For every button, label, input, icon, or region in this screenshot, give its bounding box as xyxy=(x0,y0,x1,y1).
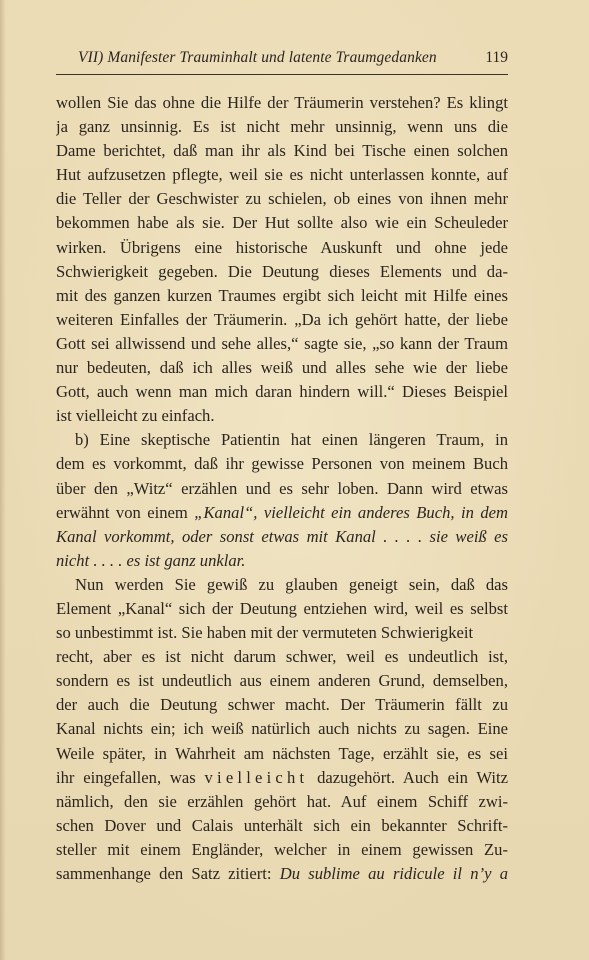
italic-text: nicht . . . . es ist ganz unklar. xyxy=(56,550,246,570)
text-line xyxy=(56,862,508,886)
italic-text: Du sublime au ridicule il n’y a xyxy=(279,864,508,883)
text-line xyxy=(56,139,508,163)
text-line xyxy=(56,790,508,814)
text-segment: dazugehört. Auch ein Witz xyxy=(308,767,508,787)
text-segment: b) Eine skeptische Patientin hat einen längeren Traum, in xyxy=(75,430,508,450)
text-segment: mit des ganzen kurzen Traumes ergibt sich leicht mit Hilfe eines xyxy=(56,285,508,305)
text-segment: Kanal nichts ein; ich weiß natürlich auch nichts zu sagen. Eine xyxy=(56,719,508,739)
text-segment: die Teller der Geschwister zu schielen, ob eines von ihnen mehr xyxy=(56,189,508,209)
body-text xyxy=(56,91,508,886)
page-number: 119 xyxy=(485,49,508,66)
text-line xyxy=(56,211,508,235)
running-head: VII) Manifester Trauminhalt und latente Traumgedanken xyxy=(78,49,437,66)
page-gutter-shadow xyxy=(0,0,6,960)
text-line xyxy=(56,187,508,211)
text-line xyxy=(56,477,508,501)
text-segment: ja ganz unsinnig. Es ist nicht mehr unsinnig, wenn uns die xyxy=(56,117,508,137)
text-segment: nur bedeuten, daß ich alles weiß und alles sehe wie der liebe xyxy=(56,358,508,378)
text-line xyxy=(56,525,508,549)
text-line xyxy=(56,766,508,790)
text-segment: so unbestimmt ist. Sie haben mit der vermuteten Schwierigkeit xyxy=(56,623,474,643)
text-line xyxy=(56,356,508,380)
text-line xyxy=(56,645,508,669)
text-segment: über den „Witz“ erzählen und es sehr loben. Dann wird etwas xyxy=(56,478,508,498)
text-line xyxy=(56,452,508,476)
text-segment: Dame berichtet, daß man ihr als Kind bei Tische einen solchen xyxy=(56,141,508,161)
text-line xyxy=(56,115,508,139)
text-segment: schen Dover und Calais unterhält sich ein bekannter Schrift- xyxy=(56,815,508,835)
text-segment: recht, aber es ist nicht darum schwer, weil es undeutlich ist, xyxy=(56,647,508,667)
text-line xyxy=(56,838,508,862)
text-segment: dem es vorkommt, daß ihr gewisse Personen von meinem Buch xyxy=(56,454,508,474)
text-segment: wirken. Übrigens eine historische Auskunft und ohne jede xyxy=(56,237,508,257)
text-line xyxy=(56,693,508,717)
text-line xyxy=(56,380,508,404)
text-segment: weiteren Einfalles der Träumerin. „Da ich gehört hatte, der liebe xyxy=(56,309,508,329)
text-segment: ihr eingefallen, was xyxy=(56,767,205,787)
text-line xyxy=(56,501,508,525)
text-segment: erwähnt von einem xyxy=(56,502,195,522)
text-line xyxy=(56,404,508,428)
text-line xyxy=(56,717,508,741)
text-segment: Gott sei allwissend und sehe alles,“ sagte sie, „so kann der Traum xyxy=(56,333,508,353)
text-segment: Hut aufzusetzen pflegte, weil sie es nicht unterlassen konnte, auf xyxy=(56,165,508,185)
text-segment: bekommen habe als sie. Der Hut sollte also wie ein Scheuleder xyxy=(56,213,508,233)
text-segment: nämlich, den sie erzählen gehört hat. Auf einem Schiff zwi- xyxy=(56,791,508,811)
page-header xyxy=(56,48,508,75)
text-segment: Gott, auch wenn man mich daran hindern will.“ Dieses Beispiel xyxy=(56,382,508,402)
spaced-emphasis-text: vielleicht xyxy=(204,767,309,787)
italic-text: Kanal vorkommt, oder sonst etwas mit Kanal . . . . sie weiß es xyxy=(56,526,508,546)
text-segment: Schwierigkeit gegeben. Die Deutung dieses Elements und da- xyxy=(56,261,508,281)
text-line xyxy=(56,260,508,284)
italic-text: „Kanal“, vielleicht ein anderes Buch, in dem xyxy=(194,502,508,522)
text-line xyxy=(56,597,508,621)
text-line xyxy=(56,284,508,308)
text-line xyxy=(56,332,508,356)
text-segment: der auch die Deutung schwer macht. Der Träumerin fällt zu xyxy=(56,695,508,715)
text-line xyxy=(56,814,508,838)
text-segment: sondern es ist undeutlich aus einem anderen Grund, demselben, xyxy=(56,671,508,691)
text-line xyxy=(56,669,508,693)
text-segment: steller mit einem Engländer, welcher in einem gewissen Zu- xyxy=(56,839,508,859)
text-line xyxy=(56,621,508,645)
text-segment: ist vielleicht zu einfach. xyxy=(56,406,215,426)
text-line xyxy=(56,573,508,597)
text-line xyxy=(56,428,508,452)
text-segment: Nun werden Sie gewiß zu glauben geneigt sein, daß das xyxy=(75,574,508,594)
text-segment: sammenhange den Satz zitiert: xyxy=(56,864,280,883)
text-line xyxy=(56,549,508,573)
text-line xyxy=(56,308,508,332)
text-segment: Weile später, in Wahrheit am nächsten Tage, erzählt sie, es sei xyxy=(56,743,508,763)
text-line xyxy=(56,236,508,260)
text-segment: Element „Kanal“ sich der Deutung entziehen wird, weil es selbst xyxy=(56,598,508,618)
text-segment: wollen Sie das ohne die Hilfe der Träumerin verstehen? Es klingt xyxy=(56,93,508,112)
text-line xyxy=(56,742,508,766)
text-line xyxy=(56,163,508,187)
text-line xyxy=(56,91,508,115)
